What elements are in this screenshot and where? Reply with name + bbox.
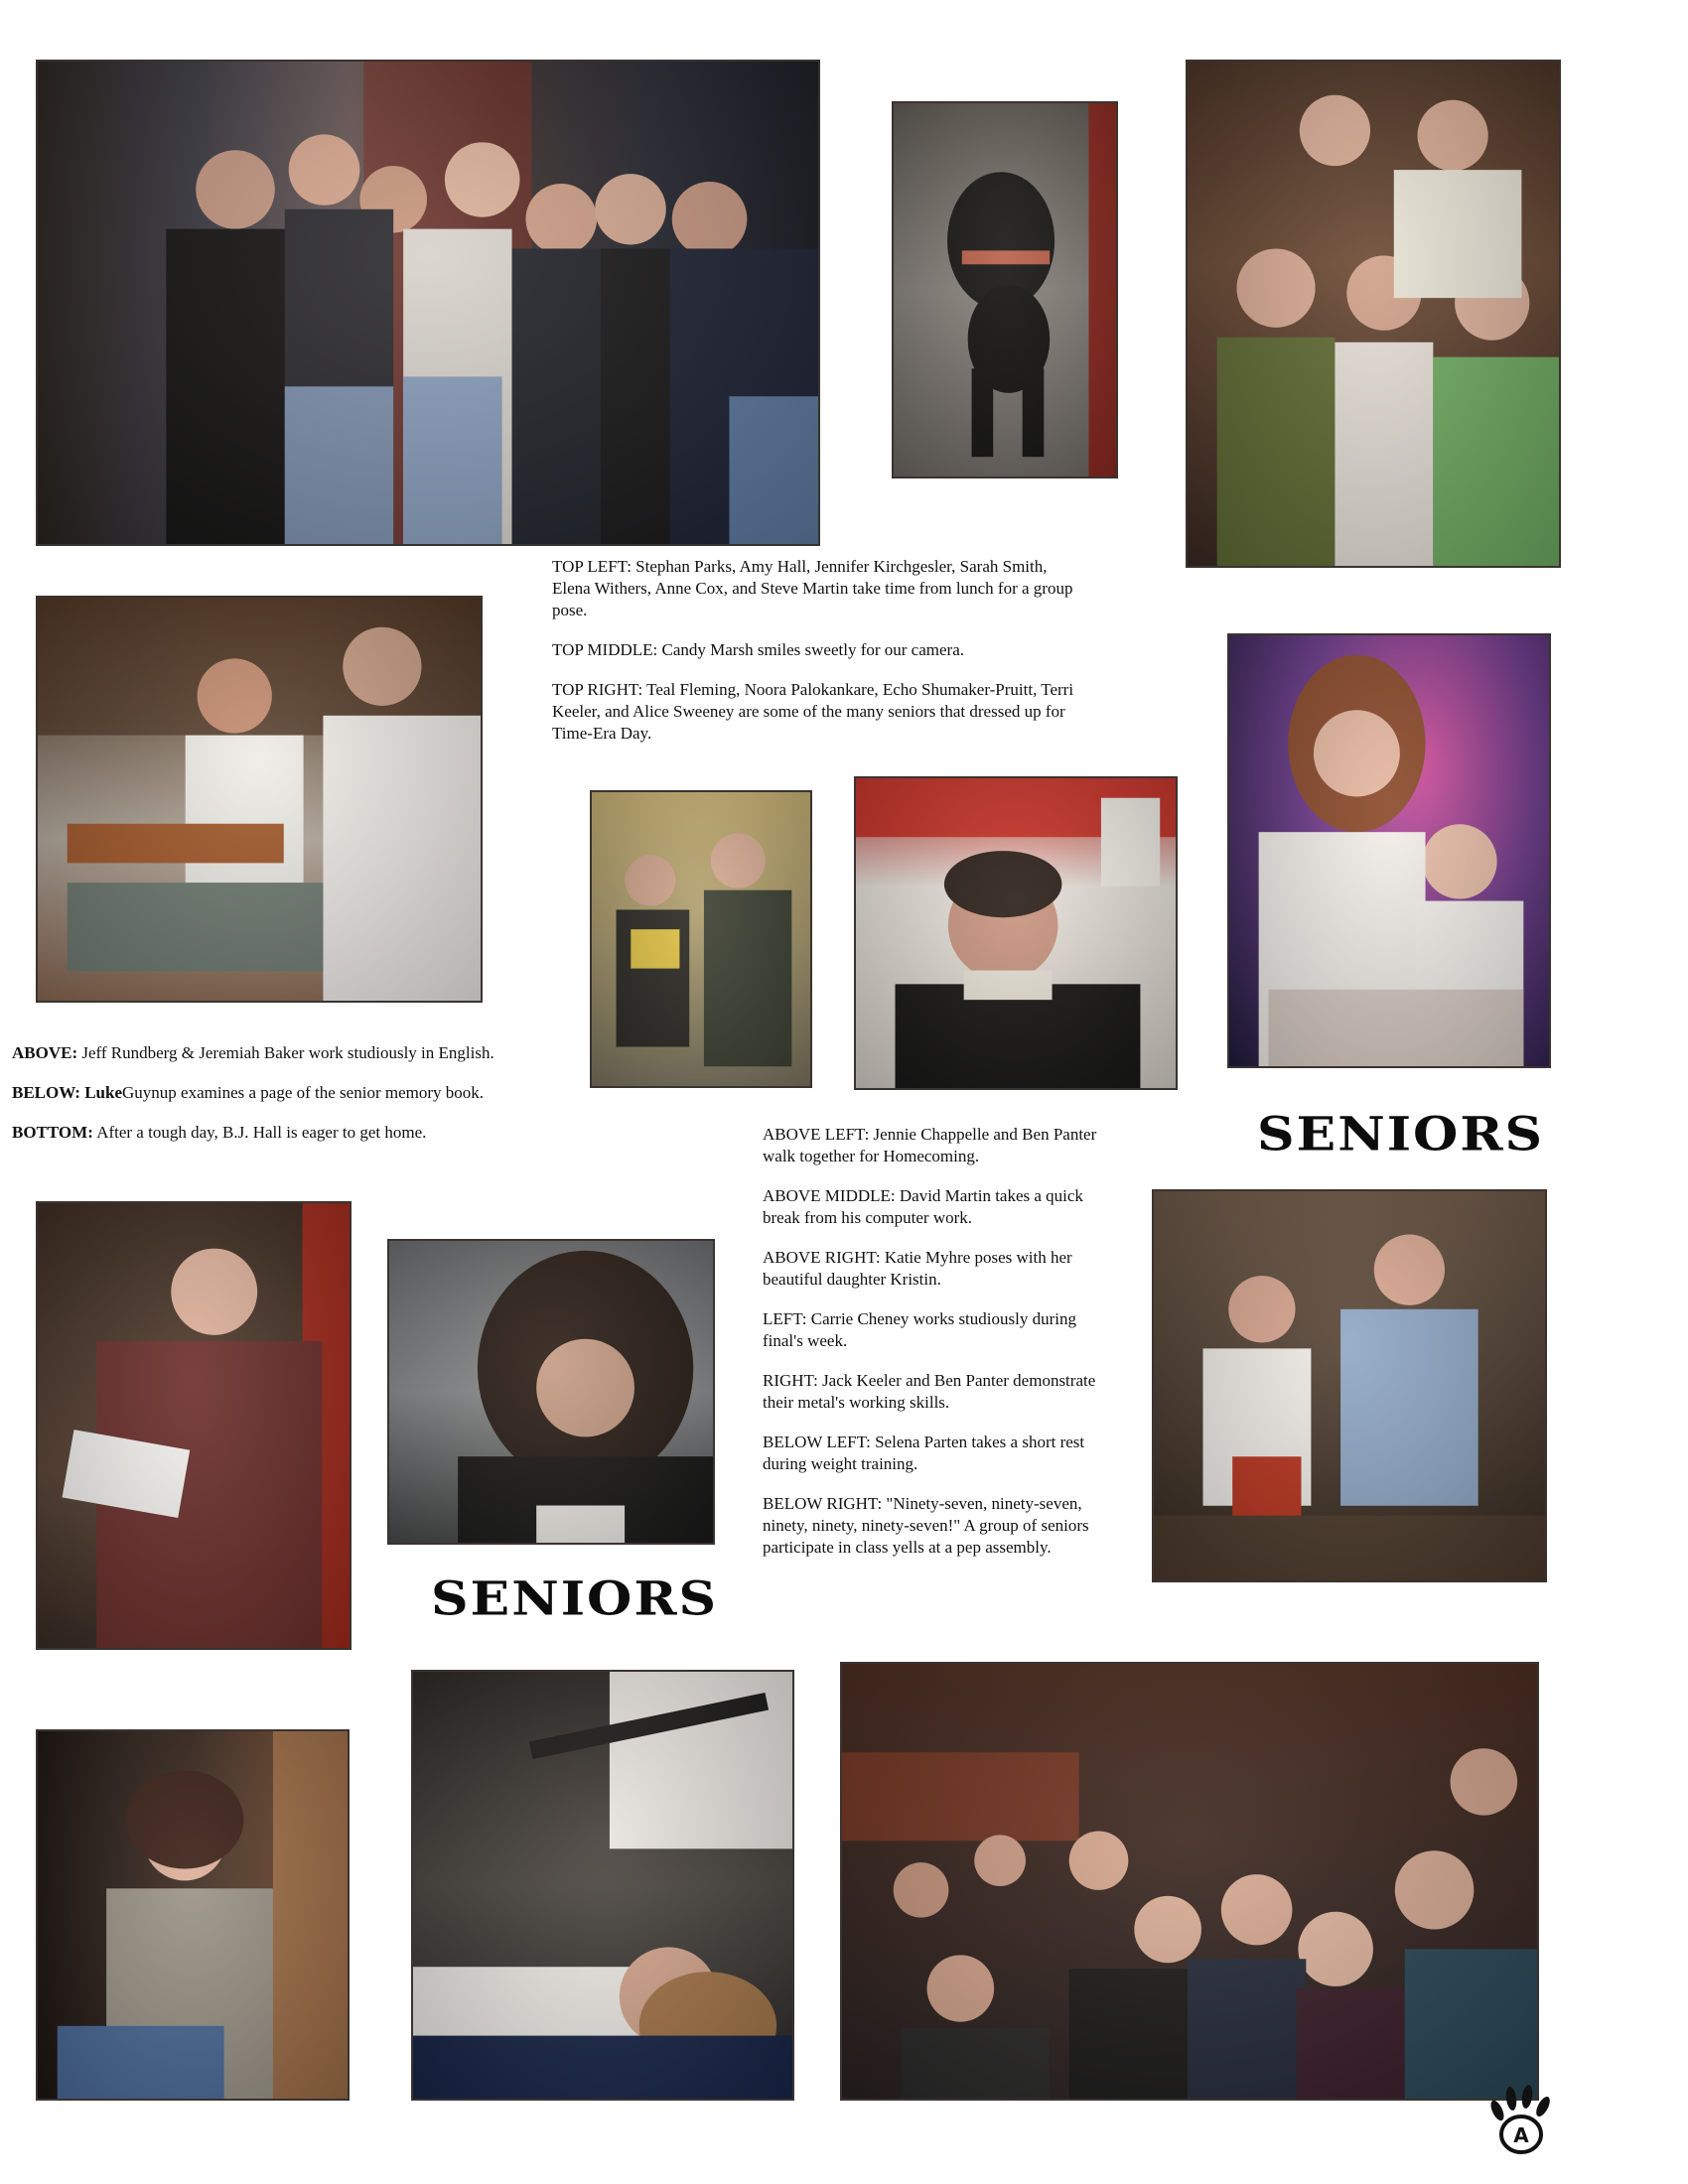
caption-below-right: BELOW RIGHT: "Ninety-seven, ninety-seven, ninety, ninety, ninety-seven!" A group of seniors participate in class yells at a pep assembly. <box>763 1494 1089 1557</box>
english-class-silhouettes <box>38 598 481 1001</box>
seniors-heading-right: SENIORS <box>1257 1107 1545 1161</box>
caption-top-middle: TOP MIDDLE: Candy Marsh smiles sweetly for our camera. <box>552 640 964 659</box>
paw-print-icon <box>1485 2085 1559 2158</box>
caption-top-left: TOP LEFT: Stephan Parks, Amy Hall, Jennifer Kirchgesler, Sarah Smith, Elena Withers, Anne Cox, and Steve Martin take time from lunch for a group pose. <box>552 557 1073 619</box>
caption-above-text: Jeff Rundberg & Jeremiah Baker work studiously in English. <box>81 1043 494 1062</box>
caption-left: LEFT: Carrie Cheney works studiously during final's week. <box>763 1309 1076 1350</box>
portrait-silhouettes <box>1229 635 1549 1066</box>
caption-below-text: Guynup examines a page of the senior memory book. <box>122 1083 485 1102</box>
photo-weight-training <box>411 1670 794 2101</box>
seniors-heading-bottom: SENIORS <box>431 1571 719 1626</box>
eager-home-silhouette <box>38 1731 348 2099</box>
caption-above-middle: ABOVE MIDDLE: David Martin takes a quick break from his computer work. <box>763 1186 1083 1227</box>
top-captions <box>552 556 1088 762</box>
computer-break-silhouette <box>856 778 1176 1088</box>
weight-training-silhouette <box>413 1672 792 2099</box>
caption-below-label: BELOW: Luke <box>12 1083 123 1102</box>
photo-finals-week <box>387 1239 715 1545</box>
middle-captions <box>763 1124 1110 1576</box>
photo-top-left-group <box>36 60 820 546</box>
caption-bottom-text: After a tough day, B.J. Hall is eager to get home. <box>96 1123 427 1142</box>
group-silhouettes <box>38 62 818 544</box>
caption-below <box>12 1082 588 1104</box>
photo-homecoming-walk <box>590 790 812 1088</box>
photo-eager-home <box>36 1729 350 2101</box>
left-captions <box>12 1042 588 1161</box>
metal-working-silhouettes <box>1154 1191 1545 1580</box>
photo-memory-book <box>36 1201 352 1650</box>
paw-letter: A <box>1513 2123 1529 2147</box>
caption-above-label: ABOVE: <box>12 1043 78 1062</box>
caption-below-left: BELOW LEFT: Selena Parten takes a short rest during weight training. <box>763 1433 1085 1473</box>
photo-katie-kristin <box>1227 633 1551 1068</box>
photo-english-class <box>36 596 483 1003</box>
photo-top-right-time-era <box>1186 60 1561 568</box>
homecoming-silhouettes <box>592 792 810 1086</box>
pep-assembly-crowd <box>842 1664 1537 2099</box>
time-era-silhouettes <box>1188 62 1559 566</box>
photo-top-middle-dog <box>892 101 1118 478</box>
finals-week-silhouette <box>389 1241 713 1543</box>
dog-silhouette <box>894 103 1116 477</box>
caption-right: RIGHT: Jack Keeler and Ben Panter demonstrate their metal's working skills. <box>763 1371 1096 1412</box>
memory-book-silhouette <box>38 1203 350 1648</box>
caption-bottom <box>12 1122 588 1144</box>
caption-above-right: ABOVE RIGHT: Katie Myhre poses with her beautiful daughter Kristin. <box>763 1248 1072 1289</box>
photo-metal-working <box>1152 1189 1547 1582</box>
caption-bottom-label: BOTTOM: <box>12 1123 93 1142</box>
caption-top-right: TOP RIGHT: Teal Fleming, Noora Palokankare, Echo Shumaker-Pruitt, Terri Keeler, and Alice Sweeney are some of the many seniors that dressed up for Time-Era Day. <box>552 680 1074 743</box>
photo-computer-break <box>854 776 1178 1090</box>
photo-pep-assembly <box>840 1662 1539 2101</box>
caption-above-left: ABOVE LEFT: Jennie Chappelle and Ben Panter walk together for Homecoming. <box>763 1125 1097 1165</box>
caption-above <box>12 1042 588 1064</box>
